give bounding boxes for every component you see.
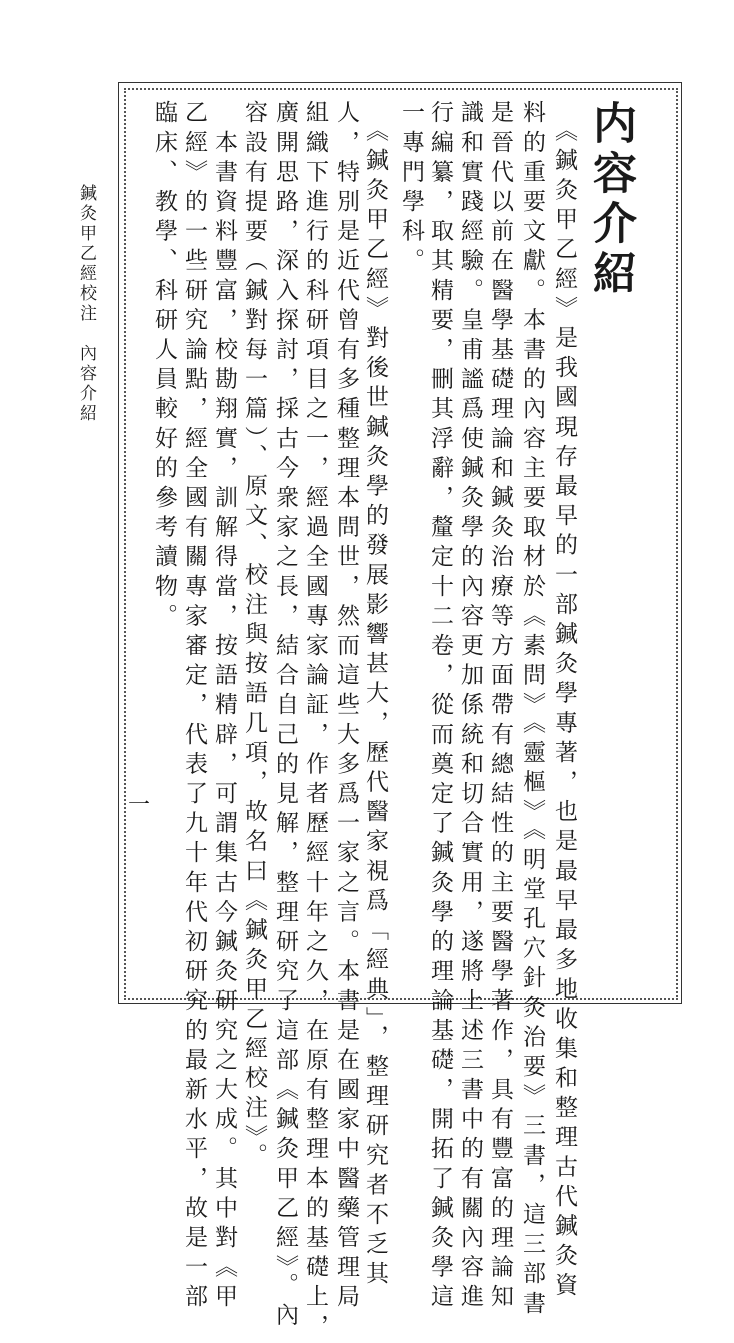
text-column: 臨床、教學、科研人員較好的參考讀物。	[151, 100, 177, 633]
text-column: 乙經》的一些研究論點，經全國有關專家審定，代表了九十年代初研究的最新水平，故是一部	[181, 100, 207, 1314]
text-column: 組織下進行的科研項目之一，經過全國專家論証，作者歷經十年之久，在原有整理本的基礎上，	[302, 100, 328, 1343]
text-column: 是晉代以前在醫學基礎理論和鍼灸治療等方面帶有總結性的主要醫學著作，具有豐富的理論知	[487, 100, 513, 1314]
text-column: 人，特別是近代曾有多種整理本問世，然而這些大多爲一家之言。本書是在國家中醫藥管理局	[333, 100, 359, 1314]
text-column: 識和實踐經驗。皇甫謐爲使鍼灸學的內容更加係統和切合實用，遂將上述三書中的有關內容進	[457, 100, 483, 1314]
text-column: 《鍼灸甲乙經》對後世鍼灸學的發展影響甚大，歷代醫家視爲「經典」，整理研究者不乏其	[362, 100, 388, 1291]
page-number: 一	[128, 793, 151, 818]
text-column: 《鍼灸甲乙經》是我國現存最早的一部鍼灸學專著，也是最早最多地收集和整理古代鍼灸資	[551, 100, 577, 1303]
text-column: 一專門學科。	[398, 100, 424, 278]
text-column: 廣開思路，深入探討，採古今衆家之長，結合自己的見解，整理研究了這部《鍼灸甲乙經》。內	[272, 100, 298, 1332]
text-column: 本書資料豐富，校勘翔實，訓解得當，按語精辟，可謂集古今鍼灸研究之大成。其中對《甲	[211, 100, 237, 1314]
running-header: 鍼灸甲乙經校注 內容介紹	[76, 184, 96, 424]
text-column: 料的重要文獻。本書的內容主要取材於《素問》《靈樞》《明堂孔穴針灸治要》三書，這三部書	[519, 100, 545, 1321]
section-title: 内容介紹	[585, 100, 636, 300]
text-column: 行編纂，取其精要，刪其浮辭，釐定十二卷，從而奠定了鍼灸學的理論基礎，開拓了鍼灸學這	[427, 100, 453, 1314]
text-column: 容設有提要（鍼對每一篇）、原文、校注與按語几項，故名曰《鍼灸甲乙經校注》。	[241, 100, 267, 1173]
